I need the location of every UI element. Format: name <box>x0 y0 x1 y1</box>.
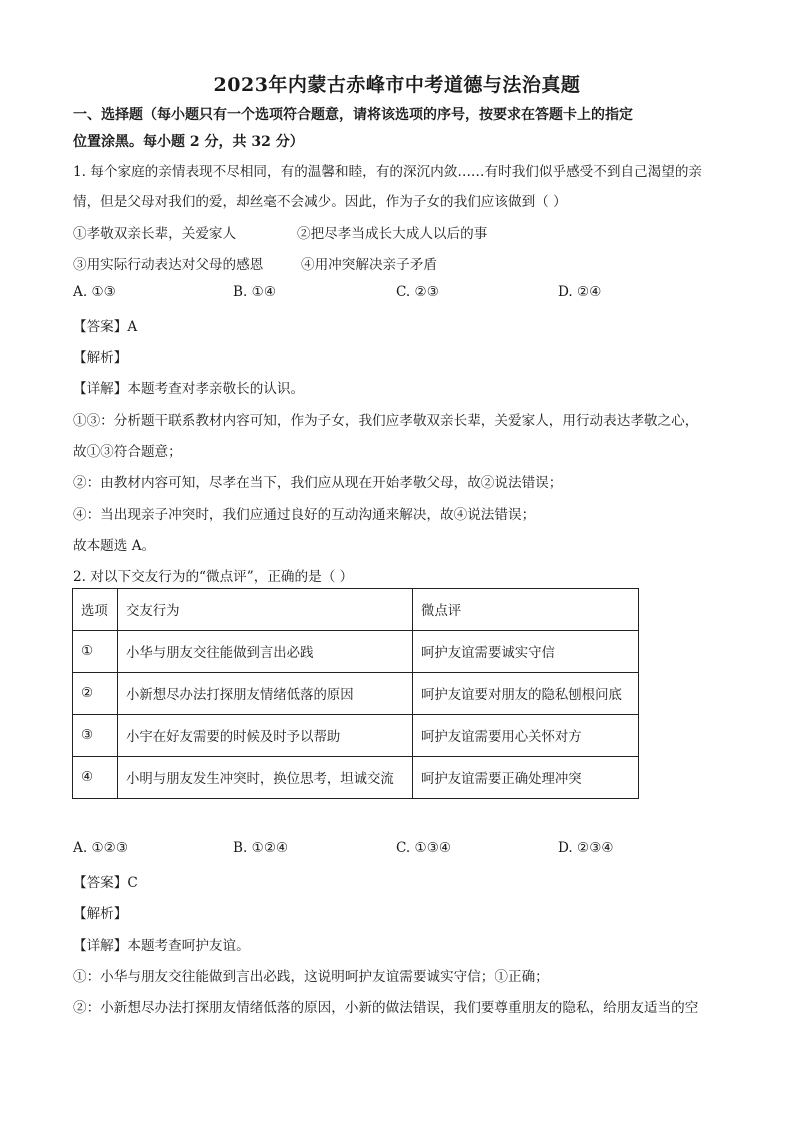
table-cell: ③ <box>73 715 118 757</box>
q1-stem-line1: 1. 每个家庭的亲情表现不尽相同，有的温馨和睦，有的深沉内敛……有时我们似乎感受不到自己渴望的亲 <box>73 164 703 180</box>
q2-answer: 【答案】C <box>73 875 138 891</box>
q1-detail: 【详解】本题考查对孝亲敬长的认识。 <box>73 381 305 397</box>
q2-explanation-1: ①：小华与朋友交往能做到言出必践，这说明呵护友谊需要诚实守信；①正确； <box>73 969 549 985</box>
q1-explanation-2: ②：由教材内容可知，尽孝在当下，我们应从现在开始孝敬父母，故②说法错误； <box>73 475 563 491</box>
q1-conclusion: 故本题选 A。 <box>73 538 156 554</box>
q1-analysis-label: 【解析】 <box>73 350 128 366</box>
section-heading-line1: 一、选择题（每小题只有一个选项符合题意，请将该选项的序号，按要求在答题卡上的指定 <box>73 107 633 123</box>
table-cell: ② <box>73 673 118 715</box>
section-heading-line2: 位置涂黑。每小题 2 分，共 32 分） <box>73 134 304 150</box>
table-row <box>73 673 639 715</box>
q2-option-a: A. ①②③ <box>73 840 129 856</box>
q1-answer: 【答案】A <box>73 319 138 335</box>
table-cell: 呵护友谊需要诚实守信 <box>413 631 639 673</box>
q2-option-d: D. ②③④ <box>558 840 614 856</box>
table-cell: ① <box>73 631 118 673</box>
table-cell: ④ <box>73 757 118 799</box>
table-cell: 小明与朋友发生冲突时，换位思考，坦诚交流 <box>118 757 413 799</box>
table-header-row <box>73 589 639 631</box>
q1-explanation-1b: 故①③符合题意； <box>73 444 182 460</box>
table-header-cell: 选项 <box>73 589 118 631</box>
q1-item-4: ④用冲突解决亲子矛盾 <box>301 257 437 273</box>
q2-table <box>72 588 639 799</box>
table-cell: 小华与朋友交往能做到言出必践 <box>118 631 413 673</box>
table-cell: 呵护友谊需要用心关怀对方 <box>413 715 639 757</box>
q1-explanation-3: ④：当出现亲子冲突时，我们应通过良好的互动沟通来解决，故④说法错误； <box>73 507 536 523</box>
q1-option-a: A. ①③ <box>73 284 116 300</box>
q1-stem-line2: 情，但是父母对我们的爱，却丝毫不会减少。因此，作为子女的我们应该做到（ ） <box>73 194 567 210</box>
table-row <box>73 631 639 673</box>
q1-item-1: ①孝敬双亲长辈，关爱家人 <box>73 226 237 242</box>
q1-option-b: B. ①④ <box>233 284 277 300</box>
table-row <box>73 715 639 757</box>
q2-option-c: C. ①③④ <box>396 840 452 856</box>
table-header-cell: 交友行为 <box>118 589 413 631</box>
q2-explanation-2: ②：小新想尽办法打探朋友情绪低落的原因，小新的做法错误，我们要尊重朋友的隐私，给朋友适当的空 <box>73 1000 699 1016</box>
q1-option-c: C. ②③ <box>396 284 439 300</box>
page-title: 2023年内蒙古赤峰市中考道德与法治真题 <box>213 74 581 96</box>
q2-detail: 【详解】本题考查呵护友谊。 <box>73 938 250 954</box>
q2-stem: 2. 对以下交友行为的“微点评”，正确的是（ ） <box>73 569 354 585</box>
table-cell: 呵护友谊要对朋友的隐私刨根问底 <box>413 673 639 715</box>
table-header-cell: 微点评 <box>413 589 639 631</box>
table-row <box>73 757 639 799</box>
q1-item-3: ③用实际行动表达对父母的感恩 <box>73 257 264 273</box>
table-cell: 小宇在好友需要的时候及时予以帮助 <box>118 715 413 757</box>
q2-option-b: B. ①②④ <box>233 840 289 856</box>
q1-option-d: D. ②④ <box>558 284 602 300</box>
q2-analysis-label: 【解析】 <box>73 906 128 922</box>
table-cell: 小新想尽办法打探朋友情绪低落的原因 <box>118 673 413 715</box>
table-cell: 呵护友谊需要正确处理冲突 <box>413 757 639 799</box>
q1-explanation-1a: ①③：分析题干联系教材内容可知，作为子女，我们应孝敬双亲长辈，关爱家人，用行动表达孝敬之心， <box>73 413 699 429</box>
q1-item-2: ②把尽孝当成长大成人以后的事 <box>297 226 488 242</box>
